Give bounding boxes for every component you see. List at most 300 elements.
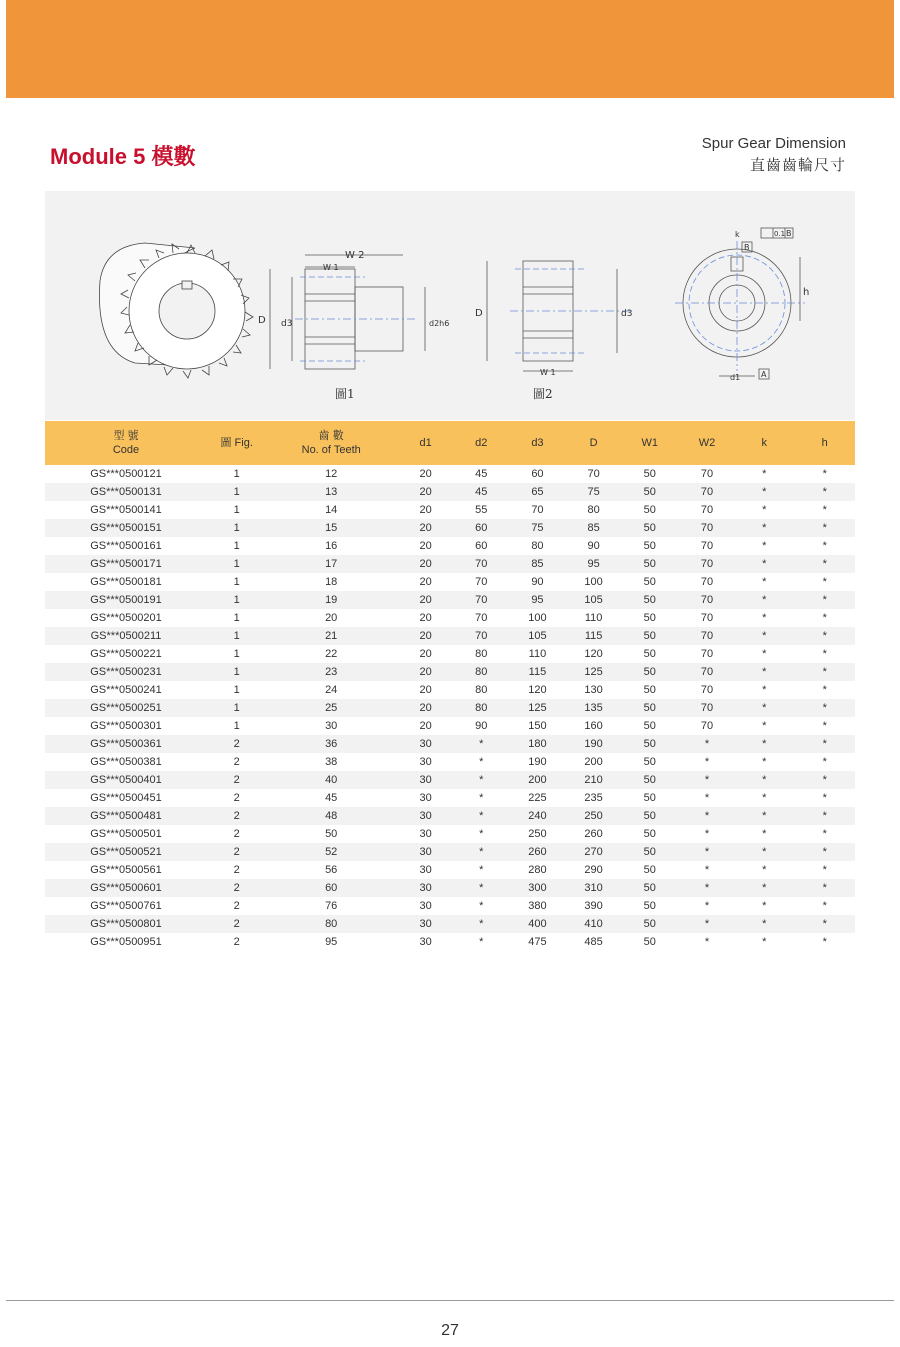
table-cell: * (734, 807, 794, 825)
table-cell: 19 (266, 591, 396, 609)
table-cell: 20 (396, 591, 455, 609)
table-cell: * (704, 936, 710, 948)
table-cell: * (762, 936, 767, 948)
table-cell: 75 (568, 483, 620, 501)
table-cell: 50 (643, 648, 656, 660)
table-cell: * (794, 591, 855, 609)
table-cell: * (794, 771, 855, 789)
fig2-dim-D: D (475, 308, 483, 319)
table-cell: * (822, 648, 827, 660)
table-cell: 15 (266, 519, 396, 537)
column-header-label: d3 (531, 437, 544, 449)
table-cell: * (762, 756, 767, 768)
table-cell: 30 (419, 936, 432, 948)
table-cell: 50 (620, 483, 680, 501)
table-cell: 12 (325, 468, 338, 480)
table-cell: 80 (455, 663, 507, 681)
table-cell: * (680, 915, 734, 933)
table-row (45, 645, 855, 663)
table-cell: GS***0500451 (90, 792, 162, 804)
table-cell: 70 (700, 540, 714, 552)
table-cell: 50 (643, 612, 656, 624)
table-cell: 80 (475, 648, 488, 660)
table-cell: 95 (568, 555, 620, 573)
figure1-drawing (270, 255, 425, 369)
table-cell: 20 (325, 612, 338, 624)
table-cell: * (704, 864, 710, 876)
table-cell: 14 (325, 504, 338, 516)
table-cell: * (734, 771, 794, 789)
table-cell: * (822, 504, 827, 516)
table-cell: GS***0500521 (45, 843, 207, 861)
table-cell: * (762, 864, 767, 876)
table-cell: 20 (419, 720, 432, 732)
table-cell: 70 (700, 684, 714, 696)
table-cell: 80 (531, 540, 544, 552)
table-cell: 2 (207, 807, 266, 825)
table-row (45, 879, 855, 897)
table-cell: 2 (233, 900, 240, 912)
table-row (45, 483, 855, 501)
table-cell: 23 (266, 663, 396, 681)
table-cell: 100 (584, 576, 603, 588)
table-cell: 55 (475, 504, 488, 516)
table-cell: 20 (396, 663, 455, 681)
table-cell: 485 (584, 936, 603, 948)
dim-d1: d1 (730, 373, 741, 382)
column-header-sublabel: No. of Teeth (301, 444, 361, 456)
table-cell: 70 (680, 663, 734, 681)
table-cell: 30 (396, 879, 455, 897)
table-cell: * (734, 519, 794, 537)
dim-D: D (258, 315, 266, 326)
table-cell: 2 (207, 843, 266, 861)
dim-w1: W 1 (323, 263, 339, 272)
table-cell: 1 (207, 663, 266, 681)
column-header (396, 421, 455, 465)
table-cell: 60 (266, 879, 396, 897)
gear-3d-illustration (99, 243, 253, 378)
table-row (45, 933, 855, 951)
table-cell: 1 (207, 555, 266, 573)
table-cell: 70 (700, 648, 714, 660)
table-cell: 115 (507, 663, 567, 681)
table-cell: 200 (584, 756, 603, 768)
table-header-row (45, 421, 855, 465)
table-cell: 16 (325, 540, 338, 552)
table-cell: 95 (325, 936, 338, 948)
column-header-label: W2 (698, 437, 716, 449)
table-cell: * (455, 843, 507, 861)
page-subtitle (702, 133, 846, 177)
table-row (45, 573, 855, 591)
table-cell: 50 (620, 591, 680, 609)
table-cell: * (822, 468, 827, 480)
table-cell: 50 (620, 627, 680, 645)
table-cell: 45 (455, 483, 507, 501)
table-cell: GS***0500121 (90, 468, 162, 480)
table-cell: 21 (266, 627, 396, 645)
subtitle-english: Spur Gear Dimension (701, 135, 846, 152)
table-cell: 95 (507, 591, 567, 609)
table-cell: 50 (643, 792, 656, 804)
table-row (45, 807, 855, 825)
table-cell: 50 (643, 864, 656, 876)
table-cell: 50 (620, 879, 680, 897)
table-cell: * (479, 756, 484, 768)
table-cell: 30 (325, 720, 338, 732)
table-cell: 13 (266, 483, 396, 501)
table-cell: 110 (528, 648, 547, 660)
table-cell: GS***0500501 (90, 828, 162, 840)
table-cell: GS***0500561 (90, 864, 162, 876)
table-row (45, 681, 855, 699)
table-cell: 160 (584, 720, 603, 732)
table-cell: 270 (568, 843, 620, 861)
table-cell: 190 (568, 735, 620, 753)
table-cell: GS***0500171 (45, 555, 207, 573)
table-cell: 1 (233, 504, 240, 516)
figure2-label: 圖2 (533, 387, 553, 401)
table-cell: 70 (700, 720, 714, 732)
table-row (45, 663, 855, 681)
table-cell: 50 (620, 519, 680, 537)
table-cell: * (762, 540, 767, 552)
table-cell: * (762, 792, 767, 804)
table-cell: * (734, 735, 794, 753)
table-cell: * (794, 843, 855, 861)
table-cell: 30 (396, 807, 455, 825)
table-cell: 20 (419, 504, 432, 516)
table-cell: 30 (396, 843, 455, 861)
table-cell: 30 (419, 756, 432, 768)
table-cell: 90 (587, 540, 600, 552)
table-cell: 50 (643, 900, 656, 912)
table-cell: * (822, 936, 827, 948)
table-cell: 125 (568, 663, 620, 681)
dim-k: k (735, 230, 740, 239)
table-cell: * (734, 915, 794, 933)
table-cell: 30 (396, 915, 455, 933)
table-cell: * (822, 792, 827, 804)
table-cell: 85 (568, 519, 620, 537)
table-cell: * (762, 576, 767, 588)
table-cell: 60 (455, 519, 507, 537)
table-cell: * (455, 771, 507, 789)
table-row (45, 609, 855, 627)
table-cell: 25 (266, 699, 396, 717)
table-cell: * (794, 627, 855, 645)
table-cell: * (704, 900, 710, 912)
table-cell: 1 (233, 576, 240, 588)
table-cell: 30 (419, 792, 432, 804)
table-cell: * (794, 879, 855, 897)
table-cell: 75 (507, 519, 567, 537)
table-cell: 30 (419, 900, 432, 912)
dim-d3: d3 (281, 319, 293, 329)
table-cell: 50 (620, 699, 680, 717)
front-view-drawing (675, 228, 805, 379)
table-cell: * (680, 879, 734, 897)
table-row (45, 843, 855, 861)
table-cell: * (822, 684, 827, 696)
column-header-sublabel: Code (112, 444, 140, 456)
table-cell: * (479, 900, 484, 912)
table-cell: * (794, 663, 855, 681)
dim-d2h6: d2h6 (429, 319, 450, 328)
table-cell: 260 (507, 843, 567, 861)
table-cell: GS***0500211 (45, 627, 207, 645)
table-cell: 290 (584, 864, 603, 876)
table-cell: 2 (207, 915, 266, 933)
table-cell: 30 (396, 771, 455, 789)
table-cell: * (680, 843, 734, 861)
column-header (794, 421, 855, 465)
table-cell: GS***0500231 (45, 663, 207, 681)
table-cell: * (762, 612, 767, 624)
table-cell: GS***0500241 (90, 684, 162, 696)
table-cell: * (794, 915, 855, 933)
table-cell: * (762, 468, 767, 480)
column-header-label: W1 (641, 437, 658, 449)
column-header (734, 421, 794, 465)
table-cell: 30 (419, 828, 432, 840)
table-cell: 50 (325, 828, 338, 840)
table-cell: 38 (325, 756, 338, 768)
table-cell: 50 (643, 756, 656, 768)
table-cell: GS***0500221 (90, 648, 162, 660)
table-cell: * (680, 807, 734, 825)
figure2-drawing (487, 261, 633, 371)
column-header-label: h (821, 437, 828, 449)
table-cell: * (794, 699, 855, 717)
table-cell: 70 (680, 555, 734, 573)
table-cell: 300 (507, 879, 567, 897)
table-cell: 50 (643, 684, 656, 696)
table-cell: 80 (475, 684, 488, 696)
table-cell: 390 (584, 900, 603, 912)
table-cell: 50 (643, 468, 656, 480)
table-cell: 50 (620, 735, 680, 753)
table-cell: 30 (419, 864, 432, 876)
table-row (45, 735, 855, 753)
table-cell: * (734, 555, 794, 573)
table-cell: 1 (233, 720, 240, 732)
table-cell: 50 (620, 807, 680, 825)
column-header (620, 421, 680, 465)
table-cell: GS***0500951 (90, 936, 162, 948)
table-cell: 17 (266, 555, 396, 573)
datum-b-key: B (744, 243, 750, 252)
table-cell: GS***0500481 (45, 807, 207, 825)
column-header (207, 421, 266, 465)
table-cell: 30 (396, 735, 455, 753)
table-cell: * (822, 576, 827, 588)
column-header (680, 421, 734, 465)
table-cell: 70 (700, 576, 714, 588)
table-cell: GS***0500131 (45, 483, 207, 501)
table-cell: 50 (643, 576, 656, 588)
table-cell: * (734, 663, 794, 681)
table-cell: 20 (419, 468, 432, 480)
column-header-label: 圖 Fig. (220, 437, 253, 449)
table-row (45, 519, 855, 537)
table-cell: 50 (620, 771, 680, 789)
table-cell: 76 (325, 900, 338, 912)
page-number: 27 (441, 1322, 459, 1339)
table-cell: 150 (528, 720, 547, 732)
table-cell: * (822, 612, 827, 624)
table-cell: 50 (643, 828, 656, 840)
dim-w2: W 2 (345, 250, 365, 261)
table-cell: 56 (325, 864, 338, 876)
table-cell: 120 (584, 648, 603, 660)
table-cell: 120 (528, 684, 547, 696)
table-cell: 50 (620, 663, 680, 681)
table-cell: * (794, 555, 855, 573)
table-cell: GS***0500191 (45, 591, 207, 609)
table-cell: 22 (325, 648, 338, 660)
table-cell: 20 (396, 627, 455, 645)
table-cell: 65 (507, 483, 567, 501)
table-cell: 70 (475, 576, 488, 588)
table-cell: * (762, 684, 767, 696)
table-cell: 250 (568, 807, 620, 825)
table-cell: 200 (507, 771, 567, 789)
table-cell: 2 (233, 864, 240, 876)
table-cell: 60 (475, 540, 488, 552)
table-cell: 2 (233, 792, 240, 804)
subtitle-chinese: 直齒齒輪尺寸 (749, 157, 846, 174)
table-cell: 70 (680, 483, 734, 501)
table-cell: 1 (233, 540, 240, 552)
page-title: Module 5 模數 (50, 144, 196, 169)
table-cell: 40 (266, 771, 396, 789)
table-cell: 50 (643, 936, 656, 948)
table-cell: 70 (700, 468, 714, 480)
table-cell: 310 (568, 879, 620, 897)
table-cell: 20 (396, 483, 455, 501)
table-cell: * (455, 879, 507, 897)
table-cell: GS***0500601 (45, 879, 207, 897)
table-cell: * (734, 879, 794, 897)
column-header (455, 421, 507, 465)
table-cell: GS***0500151 (45, 519, 207, 537)
table-row (45, 537, 855, 555)
table-cell: 50 (643, 504, 656, 516)
table-cell: 20 (396, 555, 455, 573)
table-cell: * (479, 864, 484, 876)
table-cell: 70 (531, 504, 544, 516)
table-cell: * (794, 735, 855, 753)
table-cell: 2 (207, 735, 266, 753)
spec-table (45, 421, 855, 951)
table-cell: 2 (233, 756, 240, 768)
table-cell: 20 (419, 576, 432, 588)
fig2-dim-w1: W 1 (540, 368, 556, 377)
table-cell: * (794, 519, 855, 537)
table-cell: 1 (207, 519, 266, 537)
table-cell: 80 (455, 699, 507, 717)
table-cell: * (762, 504, 767, 516)
fig2-dim-d3: d3 (621, 309, 633, 319)
table-cell: 50 (643, 720, 656, 732)
table-cell: GS***0500381 (90, 756, 162, 768)
figure1-label: 圖1 (335, 387, 355, 401)
table-cell: 80 (266, 915, 396, 933)
table-cell: 70 (680, 519, 734, 537)
table-cell: GS***0500201 (90, 612, 162, 624)
table-cell: 50 (643, 540, 656, 552)
table-cell: 1 (207, 627, 266, 645)
column-header-label: d2 (475, 437, 488, 449)
table-cell: 50 (620, 915, 680, 933)
table-cell: GS***0500801 (45, 915, 207, 933)
column-header-label: 齒 數 (318, 430, 344, 442)
figure-panel (45, 191, 855, 420)
datum-b-top: B (786, 229, 792, 238)
table-cell: * (455, 735, 507, 753)
table-cell: * (479, 936, 484, 948)
table-cell: * (704, 756, 710, 768)
table-cell: 1 (233, 468, 240, 480)
table-cell: 70 (455, 627, 507, 645)
table-cell: 125 (507, 699, 567, 717)
table-cell: 110 (584, 612, 603, 624)
table-cell: * (734, 843, 794, 861)
table-row (45, 717, 855, 735)
table-cell: 1 (233, 684, 240, 696)
table-cell: * (794, 807, 855, 825)
table-row (45, 789, 855, 807)
table-cell: 130 (584, 684, 603, 696)
table-row (45, 501, 855, 519)
table-cell: * (734, 627, 794, 645)
table-cell: 50 (620, 555, 680, 573)
table-cell: * (479, 792, 484, 804)
table-cell: * (822, 900, 827, 912)
table-cell: 70 (455, 555, 507, 573)
table-cell: 45 (475, 468, 488, 480)
table-cell: 2 (233, 936, 240, 948)
table-cell: * (762, 828, 767, 840)
table-cell: * (822, 540, 827, 552)
table-cell: 250 (528, 828, 547, 840)
table-cell: 20 (419, 540, 432, 552)
table-cell: 20 (419, 612, 432, 624)
table-cell: * (455, 807, 507, 825)
table-cell: * (822, 720, 827, 732)
table-cell: * (822, 756, 827, 768)
top-color-band (6, 0, 894, 98)
table-cell: 20 (396, 519, 455, 537)
table-row (45, 465, 855, 483)
table-cell: 90 (531, 576, 544, 588)
table-cell: 1 (233, 648, 240, 660)
table-cell: 70 (455, 591, 507, 609)
column-header-label: 型 號 (113, 430, 139, 442)
table-cell: 80 (587, 504, 600, 516)
table-row (45, 555, 855, 573)
column-header-label: d1 (419, 437, 432, 449)
dim-h: h (803, 287, 810, 298)
table-cell: 2 (207, 879, 266, 897)
table-cell: 36 (266, 735, 396, 753)
table-cell: * (680, 771, 734, 789)
table-row (45, 771, 855, 789)
column-header (45, 421, 207, 465)
table-cell: * (822, 864, 827, 876)
